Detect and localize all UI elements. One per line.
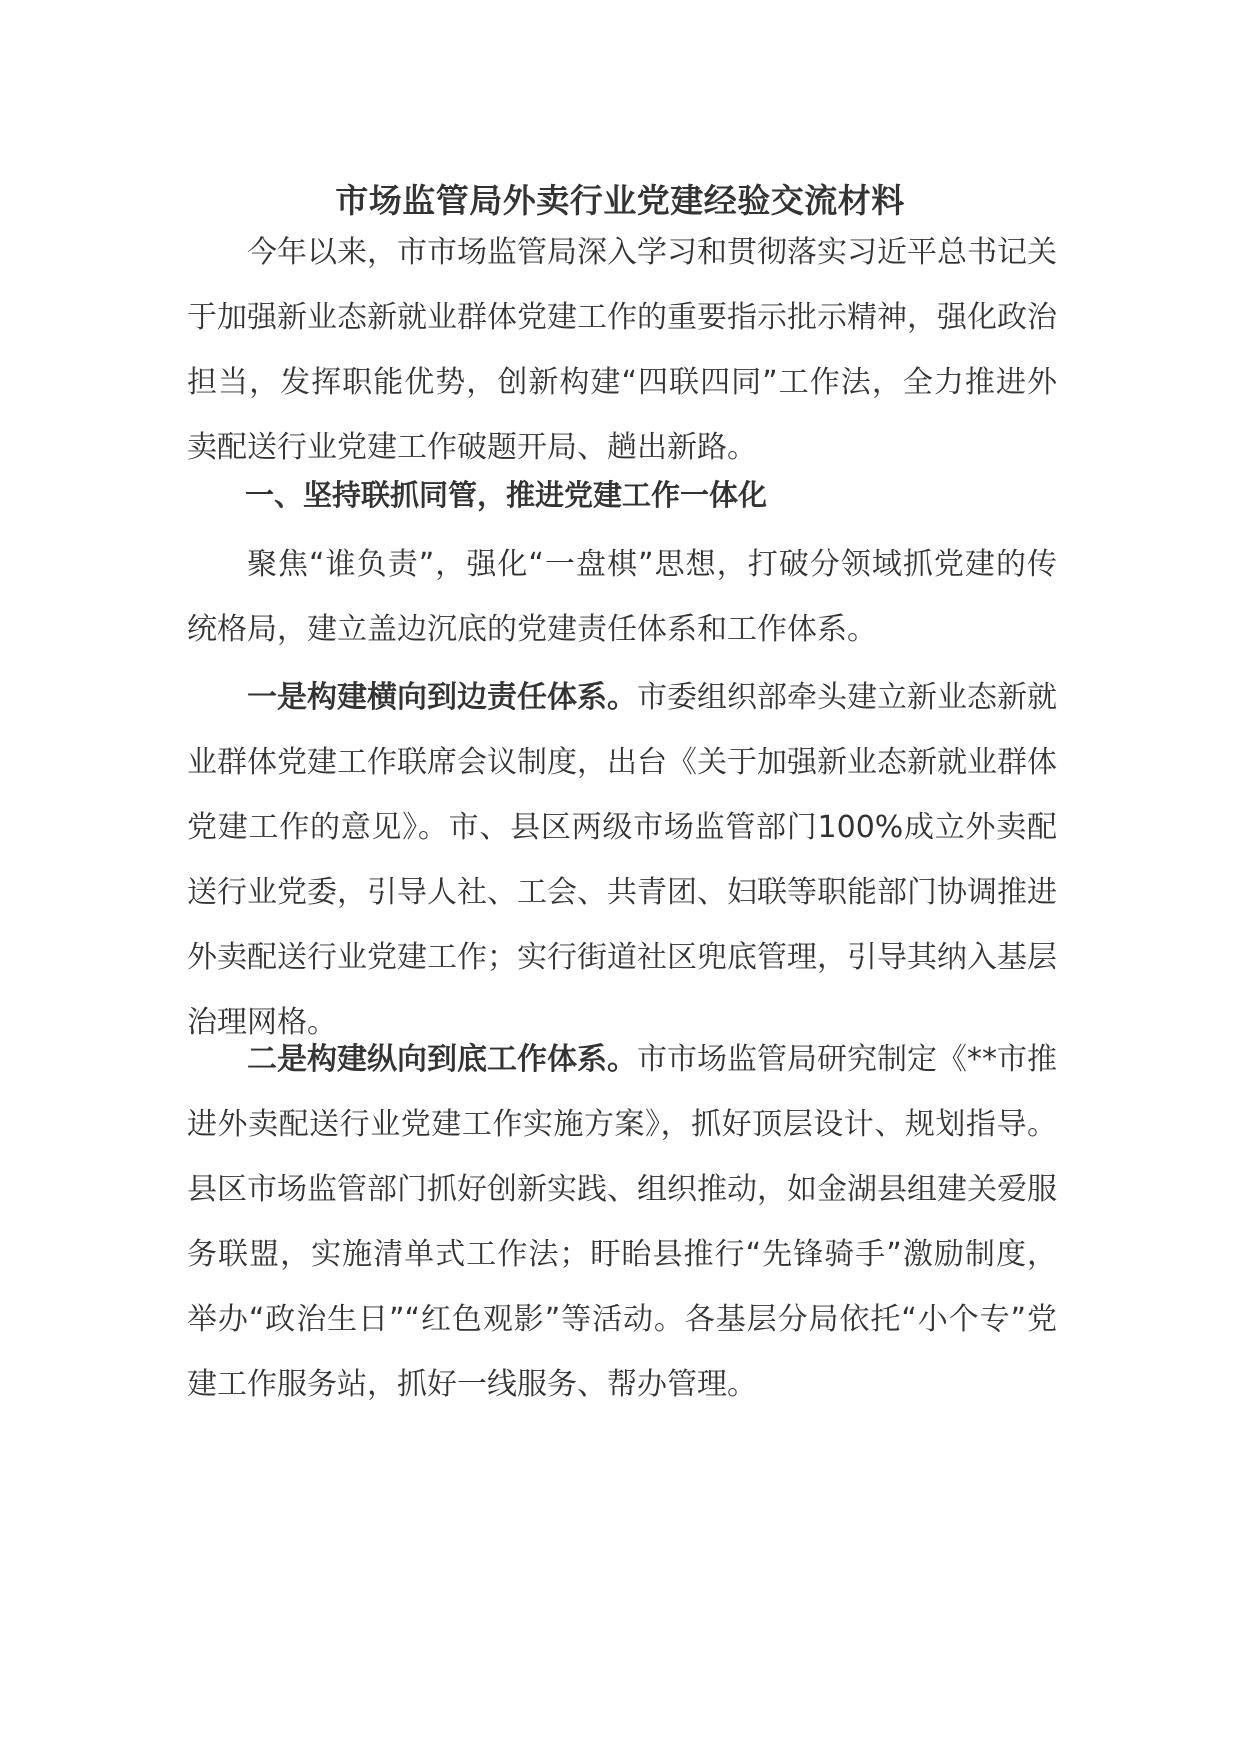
section-summary-paragraph: 聚焦“谁负责”，强化“一盘棋”思想，打破分领域抓党建的传统格局，建立盖边沉底的党建责任体系和工作体系。 xyxy=(187,547,1057,647)
section-heading: 一、坚持联抓同管，推进党建工作一体化 xyxy=(245,478,768,512)
point-lead-vertical: 二是构建纵向到底工作体系。 xyxy=(247,1042,637,1077)
point-body-horizontal: 市委组织部牵头建立新业态新就业群体党建工作联席会议制度，出台《关于加强新业态新就业群体党建工作的意见》。市、县区两级市场监管部门100%成立外卖配送行业党委，引导人社、工会、共青团、妇联等职能部门协调推进外卖配送行业党建工作；实行街道社区兜底管理，引导其纳入基层治理网格。 xyxy=(187,680,1057,1040)
intro-paragraph: 今年以来，市市场监管局深入学习和贯彻落实习近平总书记关于加强新业态新就业群体党建工作的重要指示批示精神，强化政治担当，发挥职能优势，创新构建“四联四同”工作法，全力推进外卖配送行业党建工作破题开局、趟出新路。 xyxy=(187,235,1057,465)
point-paragraph-vertical xyxy=(187,1027,1057,1417)
point-paragraph-horizontal xyxy=(187,665,1057,1055)
point-body-vertical: 市市场监管局研究制定《**市推进外卖配送行业党建工作实施方案》，抓好顶层设计、规划指导。县区市场监管部门抓好创新实践、组织推动，如金湖县组建关爱服务联盟，实施清单式工作法；盱眙县推行“先锋骑手”激励制度，举办“政治生日”“红色观影”等活动。各基层分局依托“小个专”党建工作服务站，抓好一线服务、帮办管理。 xyxy=(187,1042,1057,1402)
document-title: 市场监管局外卖行业党建经验交流材料 xyxy=(335,181,905,220)
point-lead-horizontal: 一是构建横向到边责任体系。 xyxy=(247,680,637,715)
